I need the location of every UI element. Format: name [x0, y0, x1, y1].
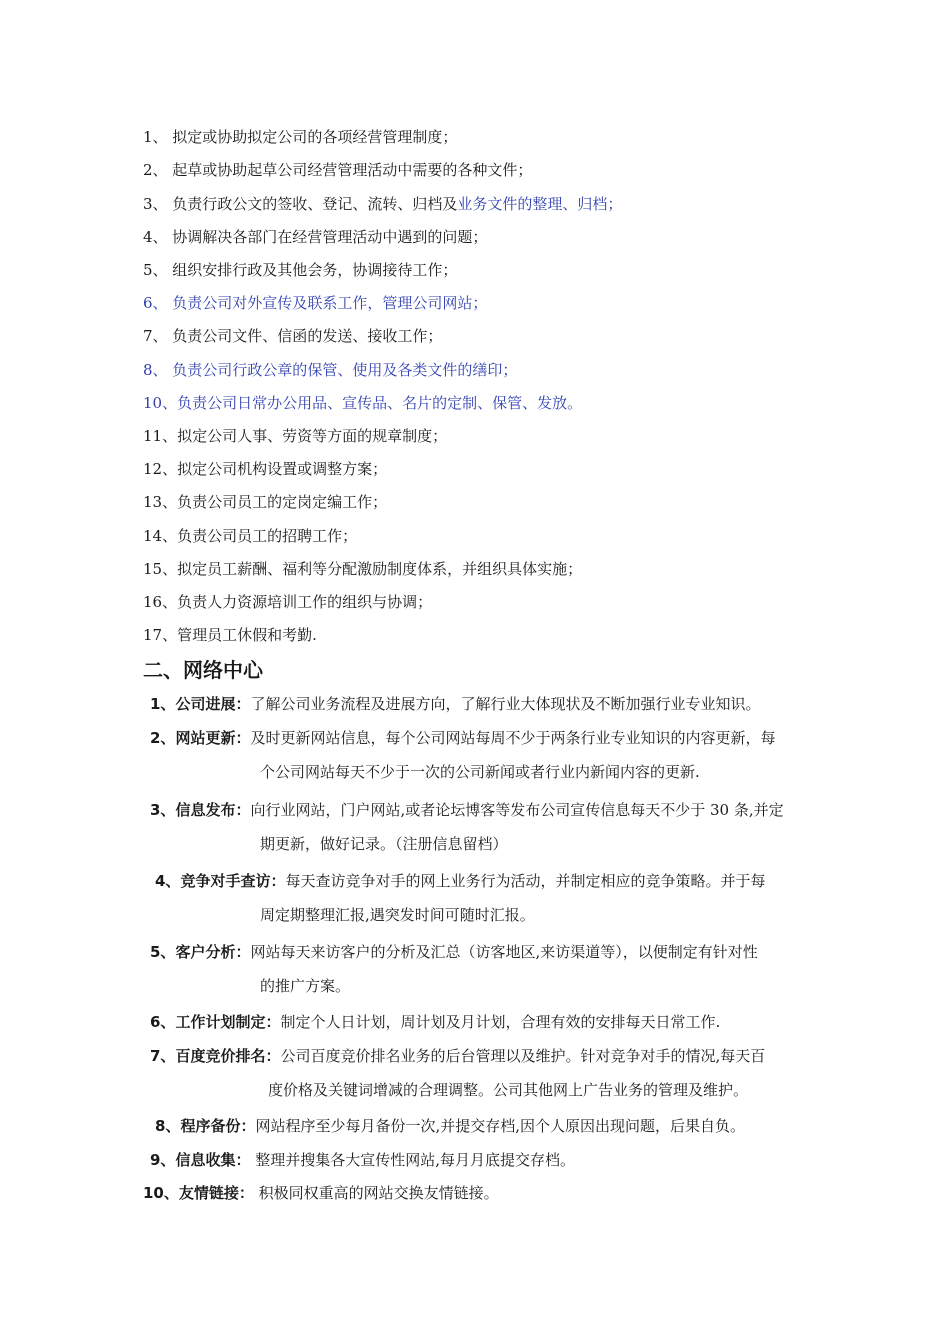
section-label: 竞争对手查访：	[180, 872, 286, 890]
section-label: 客户分析：	[175, 943, 251, 961]
section-number: 4、	[155, 872, 181, 890]
list-item: 11、拟定公司人事、劳资等方面的规章制度；	[143, 427, 448, 445]
section-text: 及时更新网站信息，每个公司网站每周不少于两条行业专业知识的内容更新，每	[250, 729, 776, 747]
section-number: 1、	[150, 695, 176, 713]
section-number: 7、	[150, 1047, 176, 1065]
list-item-highlight: 业务文件的整理、归档；	[457, 195, 623, 213]
section-item	[143, 1183, 848, 1203]
list-item: 7、 负责公司文件、信函的发送、接收工作；	[143, 327, 443, 345]
section-number: 3、	[150, 801, 176, 819]
section-text-continued: 的推广方案。	[260, 977, 351, 995]
section-text: 向行业网站，门户网站,或者论坛博客等发布公司宣传信息每天不少于 30 条,并定	[250, 801, 784, 819]
section-item	[150, 800, 855, 854]
section-text: 制定个人日计划，周计划及月计划，合理有效的安排每天日常工作.	[280, 1013, 721, 1031]
section-text: 整理并搜集各大宣传性网站,每月月底提交存档。	[250, 1151, 575, 1169]
section-text-continued: 度价格及关键词增减的合理调整。公司其他网上广告业务的管理及维护。	[268, 1081, 749, 1099]
list-item: 2、 起草或协助起草公司经营管理活动中需要的各种文件；	[143, 161, 533, 179]
section-number: 5、	[150, 943, 176, 961]
section-item	[150, 942, 855, 996]
list-item: 17、管理员工休假和考勤.	[143, 626, 317, 644]
section-number: 8、	[155, 1117, 181, 1135]
section-number: 9、	[150, 1151, 176, 1169]
section-text-continued: 周定期整理汇报,遇突发时间可随时汇报。	[260, 906, 535, 924]
list-item	[143, 194, 622, 214]
list-item: 8、 负责公司行政公章的保管、使用及各类文件的缮印；	[143, 361, 518, 379]
list-item: 15、拟定员工薪酬、福利等分配激励制度体系，并组织具体实施；	[143, 560, 583, 578]
section-label: 程序备份：	[180, 1117, 256, 1135]
list-item: 13、负责公司员工的定岗定编工作；	[143, 493, 388, 511]
section-label: 工作计划制定：	[175, 1013, 281, 1031]
section-text: 公司百度竞价排名业务的后台管理以及维护。针对竞争对手的情况,每天百	[280, 1047, 766, 1065]
list-item: 4、 协调解决各部门在经营管理活动中遇到的问题；	[143, 228, 488, 246]
list-item-text: 3、 负责行政公文的签收、登记、流转、归档及	[143, 195, 458, 213]
list-item: 5、 组织安排行政及其他会务，协调接待工作；	[143, 261, 458, 279]
section-label: 百度竞价排名：	[175, 1047, 281, 1065]
list-item: 1、 拟定或协助拟定公司的各项经营管理制度；	[143, 128, 458, 146]
section-item	[150, 694, 855, 714]
section-item	[150, 1012, 855, 1032]
list-item: 16、负责人力资源培训工作的组织与协调；	[143, 593, 433, 611]
section-item	[150, 1046, 855, 1100]
section-number: 6、	[150, 1013, 176, 1031]
section-item	[150, 728, 855, 782]
section-text: 网站每天来访客户的分析及汇总（访客地区,来访渠道等），以便制定有针对性	[250, 943, 758, 961]
section-item	[155, 1116, 860, 1136]
section-text-continued: 个公司网站每天不少于一次的公司新闻或者行业内新闻内容的更新.	[260, 763, 700, 781]
section-number: 10、	[143, 1184, 179, 1202]
section-text: 每天查访竞争对手的网上业务行为活动，并制定相应的竞争策略。并于每	[285, 872, 766, 890]
list-item: 14、负责公司员工的招聘工作；	[143, 527, 358, 545]
section-label: 信息发布：	[175, 801, 251, 819]
list-item: 10、负责公司日常办公用品、宣传品、名片的定制、保管、发放。	[143, 394, 583, 412]
section-item	[155, 871, 860, 925]
section-text: 了解公司业务流程及进展方向，了解行业大体现状及不断加强行业专业知识。	[250, 695, 761, 713]
section-item	[150, 1150, 855, 1170]
section-text-continued: 期更新，做好记录。（注册信息留档）	[260, 835, 508, 853]
section-text: 网站程序至少每月备份一次,并提交存档,因个人原因出现问题，后果自负。	[255, 1117, 745, 1135]
section-label: 网站更新：	[175, 729, 251, 747]
section-text: 积极同权重高的网站交换友情链接。	[253, 1184, 499, 1202]
section-label: 公司进展：	[175, 695, 251, 713]
list-item: 6、 负责公司对外宣传及联系工作，管理公司网站；	[143, 294, 488, 312]
section-label: 信息收集：	[175, 1151, 251, 1169]
section-heading: 二、网络中心	[143, 658, 263, 682]
section-label: 友情链接：	[178, 1184, 254, 1202]
section-number: 2、	[150, 729, 176, 747]
list-item: 12、拟定公司机构设置或调整方案；	[143, 460, 388, 478]
